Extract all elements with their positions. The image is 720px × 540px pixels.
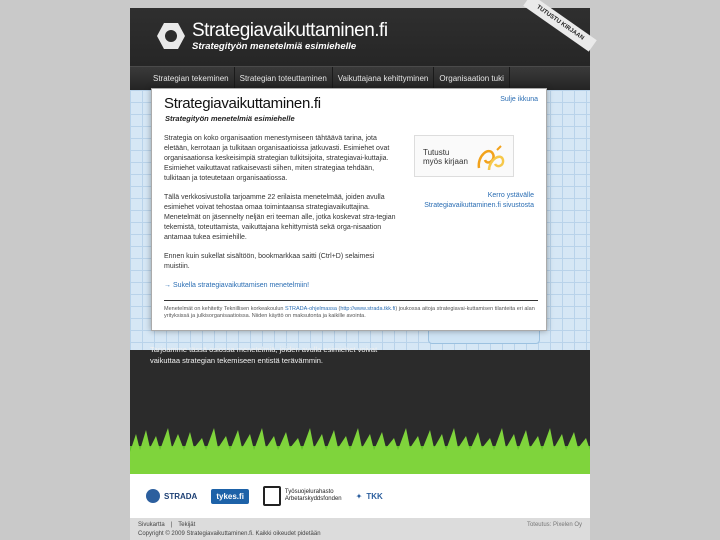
tykes-logo[interactable] — [211, 489, 249, 504]
book-swirl-icon — [475, 142, 507, 174]
tykes-label: tykes.fi — [211, 489, 249, 504]
tyosuojelu-emblem-icon — [263, 486, 281, 506]
modal-body — [164, 134, 400, 300]
dive-in-link[interactable]: → Sukella strategiavaikuttamisen menetelmiin! — [164, 282, 310, 289]
tyosuojelu-sub-label: Arbetarskyddsfonden — [284, 496, 342, 502]
welcome-modal — [151, 88, 547, 331]
sponsor-band — [130, 474, 590, 518]
footer-link-sitemap[interactable]: Sivukartta — [138, 522, 165, 528]
tkk-logo[interactable] — [356, 492, 383, 501]
modal-credit — [164, 306, 538, 320]
modal-paragraph: Ennen kuin sukellat sisältöön, bookmarkkaa saitti (Ctrl+D) selaimesi muistiin. — [164, 253, 375, 270]
footer-credit[interactable]: Toteutus: Pixelen Oy — [526, 522, 582, 528]
modal-paragraph: Tällä verkkosivustolla tarjoamme 22 erilaista menetelmää, joiden avulla esimiehet voivat tehostaa omaa toimintaansa strategiavaikuttajina. Menetelmät on jäsennelty neljän eri teeman alle, jotka koskevat stra-tegian tekemistä, toteuttamista, vaikuttajana kehittymistä sekä orga-nisaation antamaa tukea esimiehille. — [164, 194, 396, 241]
tell-a-friend-link[interactable]: Kerro ystävälle Strategiavaikuttaminen.fi sivustosta — [424, 192, 534, 209]
tkk-flame-icon: ✦ — [355, 491, 363, 501]
nav-item-strategian-tekeminen[interactable]: Strategian tekeminen — [148, 67, 235, 91]
main-nav — [130, 66, 590, 90]
footer-separator: | — [170, 522, 173, 528]
book-promo-line-1: Tutustu — [423, 148, 450, 157]
nav-item-organisaation-tuki[interactable]: Organisaation tuki — [434, 67, 509, 91]
intro-text: Tarjoamme tässä osiossa menetelmiä, joiden avulla esimiehet voivat vaikuttaa strategian tekemiseen entistä terävämmin. — [150, 345, 378, 365]
footer-link-authors[interactable]: Tekijät — [178, 522, 196, 528]
modal-divider — [164, 300, 538, 301]
strada-url-link[interactable]: http://www.strada.tkk.fi — [340, 306, 396, 312]
tyosuojelu-label: Työsuojelurahasto — [284, 489, 334, 495]
hexagon-logo-icon[interactable] — [156, 22, 186, 50]
footer-copyright: Copyright © 2009 Strategiavaikuttaminen.fi. Kaikki oikeudet pidetään — [138, 531, 321, 537]
nav-item-strategian-toteuttaminen[interactable]: Strategian toteuttaminen — [235, 67, 333, 91]
site-tagline: Strategityön menetelmiä esimiehelle — [192, 41, 357, 52]
nav-item-vaikuttajana-kehittyminen[interactable]: Vaikuttajana kehittyminen — [333, 67, 435, 91]
modal-paragraph: Strategia on koko organisaation menestymiseen tähtäävä tarina, jota eletään, kerrotaan ja tulkitaan organisaatioissa jatkuvasti. Esimiehet ovat organisaationsa keskeisimpiä strategian tulkitsijoita, strategiavai-kuttajia. Esimiehet vaikuttavat ratkaisevasti siihen, miten strategiaa tehdään, tulkitaan ja toteutetaan organisaatiossa. — [164, 135, 390, 182]
site-header — [130, 4, 590, 66]
credit-text-pre: Menetelmät on kehitetty Teknillisen korkeakoulun — [164, 306, 285, 312]
footer — [130, 518, 590, 540]
tyosuojelurahasto-logo[interactable] — [263, 486, 342, 506]
modal-title: Strategiavaikuttaminen.fi — [164, 95, 321, 112]
strada-program-link[interactable]: STRADA-ohjelmassa — [284, 306, 337, 312]
site-title[interactable]: Strategiavaikuttaminen.fi — [192, 20, 388, 41]
modal-tagline: Strategityön menetelmiä esimiehelle — [165, 114, 295, 123]
book-promo-line-2: myös kirjaan — [423, 157, 468, 166]
credit-text-post: ) joukossa aitoja strategiavai-kuttamisen tilanteita eri alan yrityksissä ja julkisorganisaatioissa. Niiden käyttö on maksutonta ja kaikille avointa. — [164, 306, 535, 319]
strada-label: STRADA — [164, 491, 198, 501]
tkk-label: TKK — [366, 491, 383, 501]
book-ribbon[interactable]: TUTUSTU KIRJAAN — [523, 0, 597, 52]
close-modal-link[interactable]: Sulje ikkuna — [500, 96, 538, 103]
strada-logo[interactable] — [146, 489, 197, 503]
book-promo-card[interactable] — [414, 135, 514, 177]
strada-globe-icon — [146, 489, 160, 503]
credit-text-mid: ( — [336, 306, 341, 312]
